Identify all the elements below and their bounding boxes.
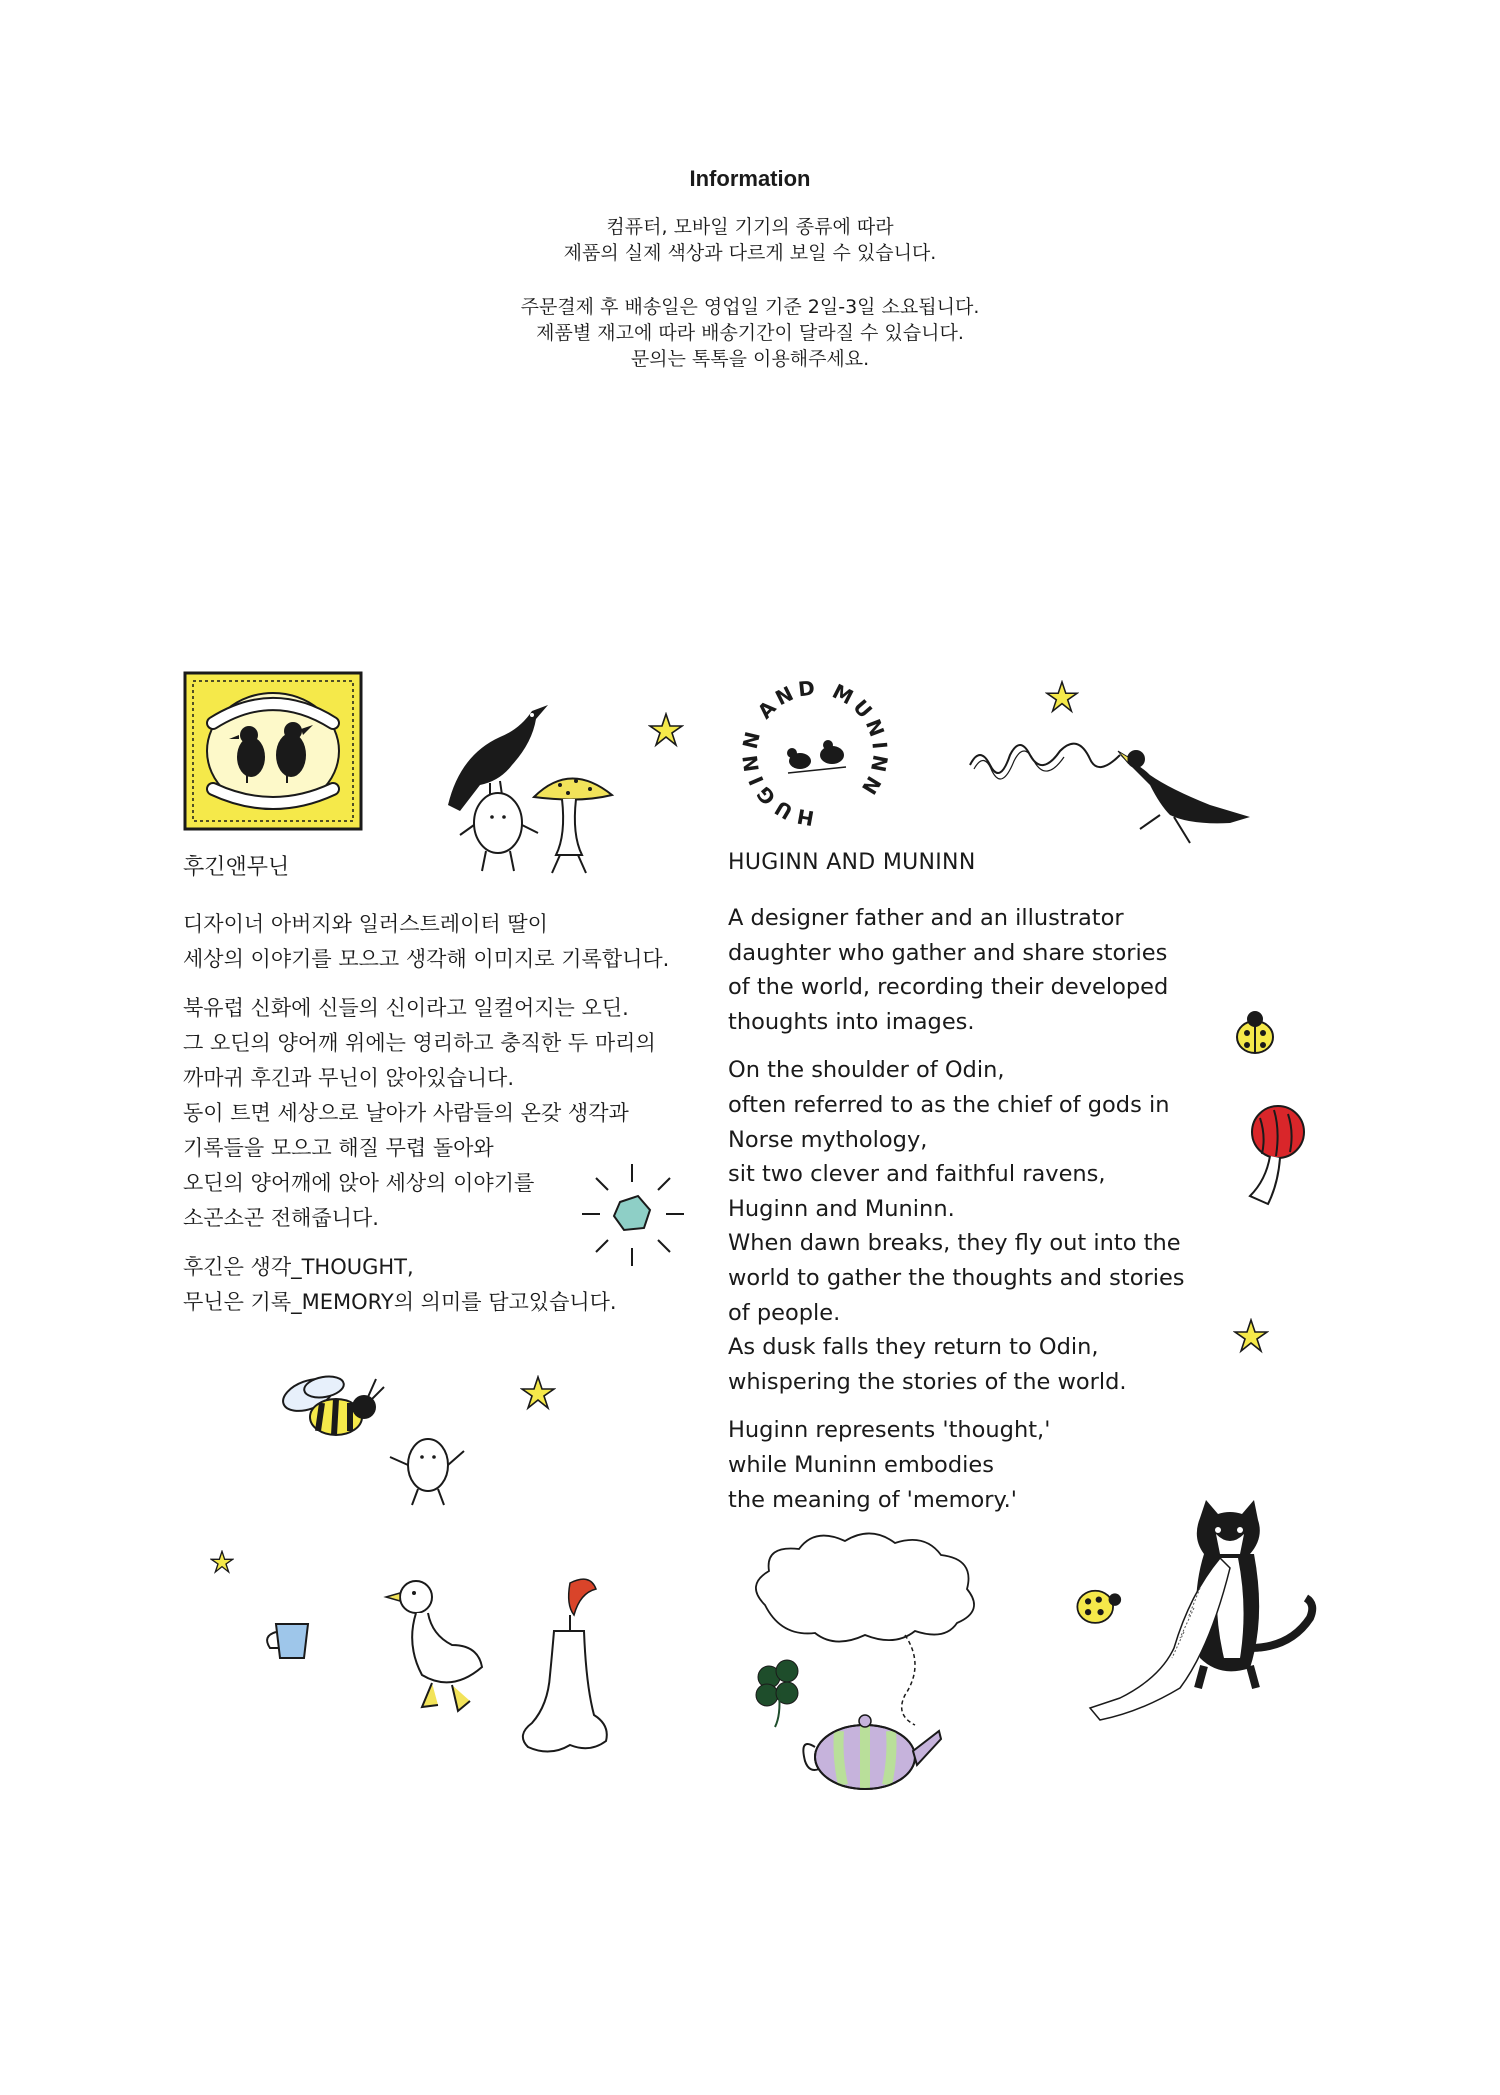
- text-line: As dusk falls they return to Odin,: [728, 1334, 1099, 1361]
- star-icon: [520, 1375, 556, 1411]
- english-paragraph: [728, 1053, 1288, 1399]
- text-line: of the world, recording their developed: [728, 974, 1169, 1001]
- text-line: A designer father and an illustrator: [728, 905, 1124, 931]
- svg-text:HUGINN AND MUNINN: [737, 675, 892, 830]
- candle-illustration: [510, 1575, 620, 1765]
- text-line: 오딘의 양어깨에 앉아 세상의 이야기를: [183, 1171, 535, 1195]
- bee-egg-illustration: [278, 1365, 478, 1515]
- text-line: while Muninn embodies: [728, 1451, 994, 1478]
- information-title: Information: [689, 166, 811, 191]
- text-line: Norse mythology,: [728, 1126, 928, 1153]
- text-line: of people.: [728, 1299, 841, 1326]
- text-line: world to gather the thoughts and stories: [728, 1264, 1185, 1291]
- text-line: Huginn represents 'thought,': [728, 1417, 1051, 1444]
- info-line: 주문결제 후 배송일은 영업일 기준 2일-3일 소요됩니다.: [520, 296, 980, 318]
- star-icon: [1233, 1318, 1269, 1354]
- text-line: 디자이너 아버지와 일러스트레이터 딸이: [183, 912, 548, 936]
- text-line: 그 오딘의 양어깨 위에는 영리하고 충직한 두 마리의: [183, 1031, 656, 1055]
- text-line: the meaning of 'memory.': [728, 1486, 1017, 1513]
- korean-heading: 후긴앤무닌: [183, 855, 290, 880]
- text-line: When dawn breaks, they fly out into the: [728, 1230, 1181, 1257]
- text-line: 까마귀 후긴과 무닌이 앉아있습니다.: [183, 1066, 514, 1090]
- info-line: 컴퓨터, 모바일 기기의 종류에 따라: [606, 216, 894, 238]
- sparkling-gem-icon: [578, 1160, 688, 1270]
- ring-text: HUGINN AND MUNINN: [737, 675, 893, 831]
- crow-egg-mushroom-illustration: [420, 685, 620, 885]
- text-line: thoughts into images.: [728, 1008, 975, 1035]
- text-line: often referred to as the chief of gods in: [728, 1091, 1170, 1118]
- text-line: 기록들을 모으고 해질 무렵 돌아와: [183, 1136, 494, 1160]
- teapot-cloud-illustration: [745, 1525, 1005, 1795]
- text-line: 동이 트면 세상으로 날아가 사람들의 온갖 생각과: [183, 1101, 629, 1125]
- info-line: 제품별 재고에 따라 배송기간이 달라질 수 있습니다.: [536, 322, 964, 344]
- english-heading: HUGINN AND MUNINN: [728, 850, 976, 875]
- text-line: whispering the stories of the world.: [728, 1368, 1127, 1395]
- korean-paragraph: [183, 907, 743, 977]
- duck-illustration: [382, 1575, 492, 1715]
- information-section: [0, 166, 1500, 372]
- english-description: [728, 850, 1288, 1531]
- star-icon: [210, 1550, 234, 1574]
- text-line: Huginn and Muninn.: [728, 1195, 955, 1222]
- text-line: 후긴은 생각_THOUGHT,: [183, 1255, 414, 1279]
- text-line: 북유럽 신화에 신들의 신이라고 일컬어지는 오딘.: [183, 996, 629, 1020]
- brand-badge-logo: [183, 671, 363, 831]
- bird-ribbon-illustration: [960, 725, 1260, 855]
- cup-icon: [258, 1618, 318, 1668]
- star-icon: [648, 712, 684, 748]
- text-line: sit two clever and faithful ravens,: [728, 1161, 1106, 1188]
- cat-scroll-illustration: [1080, 1498, 1320, 1728]
- star-icon: [1045, 680, 1079, 714]
- ladybug-icon: [1225, 1003, 1285, 1063]
- text-line: On the shoulder of Odin,: [728, 1057, 1005, 1084]
- text-line: 소곤소곤 전해줍니다.: [183, 1206, 379, 1230]
- english-paragraph: [728, 901, 1288, 1039]
- info-line: 제품의 실제 색상과 다르게 보일 수 있습니다.: [563, 242, 937, 264]
- info-line: 문의는 톡톡을 이용해주세요.: [630, 348, 870, 370]
- text-line: daughter who gather and share stories: [728, 939, 1168, 966]
- text-line: 무닌은 기록_MEMORY의 의미를 담고있습니다.: [183, 1290, 617, 1314]
- text-line: 세상의 이야기를 모으고 생각해 이미지로 기록합니다.: [183, 947, 670, 971]
- red-mushroom-illustration: [1240, 1100, 1310, 1210]
- circular-brand-logo: [728, 675, 903, 835]
